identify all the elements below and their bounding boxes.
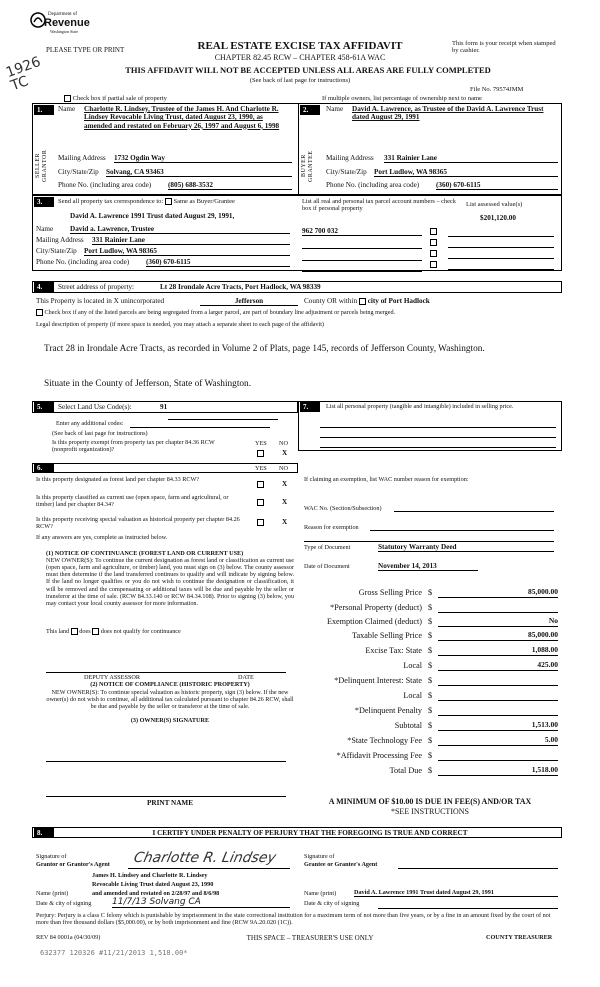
segregated-label: Check box if any of the listed parcels are being segregated from a larger parcel, are part of boundary line adjustment or parcels being merged. (44, 309, 396, 316)
segregated-row (36, 309, 566, 316)
buyer-phone-label: Phone No. (including area code) (326, 181, 420, 189)
notice-compliance-title: (2) NOTICE OF COMPLIANCE (HISTORIC PROPERTY) (90, 681, 250, 688)
grantor-name-print-label: Name (print) (36, 890, 69, 897)
grantee-date-city-label: Date & city of signing (304, 900, 360, 907)
grantee-print[interactable]: David A. Lawrence 1991 Trust dated August 29, 1991 (354, 889, 558, 897)
gross-selling-price-label: Gross Selling Price (358, 588, 422, 597)
correspondence-name[interactable]: David a. Lawrence, Trustee (70, 225, 290, 234)
total-due[interactable]: 1,518.00 (438, 766, 558, 776)
doc-type[interactable]: Statutory Warranty Deed (378, 543, 554, 552)
delinquent-interest-local[interactable] (438, 691, 558, 701)
county-or-within (304, 297, 430, 305)
total-due-label: Total Due (389, 766, 422, 775)
buyer-city[interactable]: Port Ludlow, WA 98365 (374, 168, 558, 177)
dollar-sign: $ (428, 603, 433, 612)
assessed-values-label: List assessed value(s) (466, 201, 523, 208)
section-1-number: 1. (34, 105, 54, 115)
same-as-buyer-label: Same as Buyer/Grantee (173, 198, 235, 205)
seller-side-label: SELLER GRANTOR (35, 149, 48, 183)
correspondence-phone[interactable]: (360) 670-6115 (146, 258, 290, 267)
grantor-date-city[interactable]: 11/7/13 Solvang CA (112, 897, 290, 908)
dollar-sign: $ (428, 766, 433, 775)
exempt-no-mark[interactable]: X (282, 449, 288, 457)
grantor-print-3: and amended and restated on 2/28/97 and 8/6/98 (92, 890, 220, 897)
form-revision: REV 84 0001a (04/30/09) (36, 934, 101, 941)
located-text: This Property is located in X unincorporated (36, 297, 165, 305)
city-checkbox[interactable] (359, 298, 366, 305)
delinquent-interest-state-label: *Delinquent Interest: State (334, 676, 422, 685)
dollar-sign: $ (428, 631, 433, 640)
section5-yes-header: YES (255, 440, 267, 447)
buyer-mailing-label: Mailing Address (326, 154, 374, 162)
dollar-sign: $ (428, 751, 433, 760)
seller-mailing[interactable]: 1732 Ogdin Way (114, 154, 292, 163)
section5-see-back: (See back of last page for instructions) (52, 430, 148, 437)
taxable-selling-price[interactable]: 85,000.00 (438, 631, 558, 641)
grantee-sig-label-1: Signature of (304, 853, 335, 860)
wac-label: WAC No. (Section/Subsection) (304, 505, 382, 512)
dollar-sign: $ (428, 736, 433, 745)
current-use-question: Is this property classified as current use (open space, farm and agricultural, or timber) land per chapter 84.34? (36, 494, 229, 509)
land-use-label: Select Land Use Code(s): (58, 403, 132, 411)
certify-statement: I CERTIFY UNDER PENALTY OF PERJURY THAT THE FOREGOING IS TRUE AND CORRECT (152, 829, 468, 837)
notice-continuance-body: NEW OWNER(S): To continue the current designation as forest land or classification as current use (open space, farm and agriculture, or timber) land, you must sign on (3) below. The county assessor must then determine if the land transferred continues to qualify and will indicate by signing below. If the land no longer qualifies or you do not wish to continue the designation or classification, it will be removed and the compensating or additional taxes will be due and payable by the seller or transferor at the time of sale. (RCW 84.33.140 or RCW 84.34.108). Prior to signing (3) below, you may contact your local county assessor for more information. (46, 557, 294, 607)
exemption-claimed[interactable]: No (438, 617, 558, 627)
receipt-stamp: 632377 120326 #11/21/2013 1,518.00* (40, 949, 188, 957)
dollar-sign: $ (428, 661, 433, 670)
qualify-row (46, 628, 181, 635)
correspondence-label: Send all property tax correspondence to: (58, 198, 164, 205)
does-qualify-checkbox[interactable] (71, 628, 78, 635)
same-as-buyer-checkbox[interactable] (165, 198, 172, 205)
location-row (36, 297, 164, 305)
current-use-yes-checkbox[interactable] (257, 499, 264, 506)
legal-description-label: Legal description of property (if more space is needed, you may attach a separate sheet to each page of the affidavit) (36, 321, 324, 328)
dollar-sign: $ (428, 706, 433, 715)
affidavit-processing-fee-label: *Affidavit Processing Fee (336, 751, 422, 760)
owner-signature-label: (3) OWNER(S) SIGNATURE (130, 717, 210, 724)
section-2-number: 2. (300, 105, 320, 115)
treasurer-space: THIS SPACE – TREASURER'S USE ONLY (246, 934, 374, 942)
receipt-note: This form is your receipt when stamped by cashier. (452, 40, 556, 55)
current-use-no-mark[interactable]: X (282, 498, 288, 506)
additional-codes-label: Enter any additional codes: (56, 420, 124, 427)
excise-tax-state[interactable]: 1,088.00 (438, 646, 558, 656)
parcel-accounts-label: List all real and personal tax parcel account numbers – check box if personal property (302, 198, 456, 213)
buyer-name[interactable]: David A. Lawrence, as Trustee of the David A. Lawrence Trust dated August 29, 1991 (352, 105, 544, 122)
section-3-number: 3. (34, 197, 54, 207)
grantee-name-print-label: Name (print) (304, 890, 337, 897)
grantor-sig-label-1: Signature of (36, 853, 67, 860)
form-title: REAL ESTATE EXCISE TAX AFFIDAVIT (197, 40, 403, 52)
grantor-date-city-label: Date & city of signing (36, 900, 92, 907)
gross-selling-price[interactable]: 85,000.00 (438, 588, 558, 598)
subtotal-label: Subtotal (394, 721, 422, 730)
correspondence-trust-line: David A. Lawrence 1991 Trust dated August 29, 1991, (70, 212, 235, 220)
excise-tax-state-label: Excise Tax: State (365, 646, 422, 655)
dollar-sign: $ (428, 617, 433, 626)
partial-sale-checkbox[interactable] (64, 95, 71, 102)
see-back-instructions: (See back of last page for instructions) (249, 77, 351, 84)
historic-yes-checkbox[interactable] (257, 519, 264, 526)
does-label: does (79, 628, 91, 635)
forest-yes-checkbox[interactable] (257, 481, 264, 488)
margin-note: 1926 TC (3, 53, 43, 95)
buyer-mailing[interactable]: 331 Rainier Lane (384, 154, 558, 163)
segregated-checkbox[interactable] (36, 309, 43, 316)
street-address-label: Street address of property: (58, 283, 135, 291)
doc-date-label: Date of Document (304, 563, 350, 570)
grantor-sig-label-2: Grantor or Grantor's Agent (36, 861, 110, 868)
please-type: PLEASE TYPE OR PRINT (46, 46, 125, 54)
deputy-date-label: DATE (238, 674, 254, 681)
affidavit-processing-fee[interactable] (438, 751, 558, 761)
section-5-number: 5. (34, 402, 54, 412)
logo-line-3: Washington State (50, 29, 79, 34)
logo-line-1: Department of (48, 12, 78, 17)
doc-date[interactable]: November 14, 2013 (378, 562, 478, 571)
buyer-side-label: BUYER GRANTEE (301, 150, 314, 182)
personal-property-checkbox-3[interactable] (430, 250, 437, 257)
section5-no-header: NO (279, 440, 288, 447)
historic-question: Is this property receiving special valuation as historical property per chapter 84.26 RCW? (36, 516, 240, 531)
correspondence-row (58, 198, 235, 205)
parcel-account-1[interactable]: 962 700 032 (302, 227, 422, 236)
correspondence-mailing-label: Mailing Address (36, 236, 84, 244)
form-warning: THIS AFFIDAVIT WILL NOT BE ACCEPTED UNLESS ALL AREAS ARE FULLY COMPLETED (125, 65, 491, 75)
dollar-sign: $ (428, 588, 433, 597)
minimum-fee-notice: A MINIMUM OF $10.00 IS DUE IN FEE(S) AND/OR TAX (328, 797, 532, 806)
subtotal[interactable]: 1,513.00 (438, 721, 558, 731)
excise-tax-local[interactable]: 425.00 (438, 661, 558, 671)
dollar-sign: $ (428, 721, 433, 730)
print-name-label: PRINT NAME (147, 799, 193, 807)
personal-property-checkbox-1[interactable] (430, 228, 437, 235)
form-chapter: CHAPTER 82.45 RCW – CHAPTER 458-61A WAC (214, 53, 386, 62)
dollar-sign: $ (428, 676, 433, 685)
seller-city[interactable]: Solvang, CA 93463 (106, 168, 292, 177)
street-address[interactable]: Lt 28 Irondale Acre Tracts, Port Hadlock, WA 98339 (160, 283, 321, 291)
buyer-phone[interactable]: (360) 670-6115 (436, 181, 558, 190)
section-6-number: 6. (34, 463, 54, 473)
section-8-number: 8. (34, 828, 54, 838)
buyer-city-label: City/State/Zip (326, 168, 367, 176)
grantor-print-2: Revocable Living Trust dated August 23, 1990 (92, 881, 214, 888)
multiple-owners-note: If multiple owners, list percentage of ownership next to name (322, 95, 482, 102)
partial-sale-label: Check box if partial sale of property (72, 95, 167, 102)
forest-no-mark[interactable]: X (282, 480, 288, 488)
perjury-notice: Perjury: Perjury is a class C felony which is punishable by imprisonment in the state correctional institution for a maximum term of not more than five years, or by a fine in an amount fixed by the court of not more than five thousand dollars ($5,000.00), or by both imprisonment and fine (RCW 9A.20.020 (1C)). (36, 912, 551, 927)
seller-phone[interactable]: (805) 688-3532 (168, 181, 292, 190)
correspondence-city[interactable]: Port Ludlow, WA 98365 (84, 247, 290, 256)
does-not-label: does not qualify for continuance (100, 628, 181, 635)
correspondence-city-label: City/State/Zip (36, 247, 77, 255)
see-instructions-note: *SEE INSTRUCTIONS (390, 807, 469, 816)
state-technology-fee-label: *State Technology Fee (347, 736, 422, 745)
delinquent-interest-state[interactable] (438, 676, 558, 686)
grantor-print-1: James H. Lindsey and Charlotte R. Lindsey (92, 872, 208, 879)
exemption-claimed-label: Exemption Claimed (deduct) (326, 617, 422, 626)
dollar-sign: $ (428, 691, 433, 700)
partial-sale-row (64, 95, 167, 102)
seller-phone-label: Phone No. (including area code) (58, 181, 152, 189)
assessed-value: $201,120.00 (480, 214, 516, 222)
county-or-label: County OR within (304, 297, 358, 305)
personal-property-checkbox-4[interactable] (430, 261, 437, 268)
land-use-code[interactable]: 91 (160, 403, 168, 411)
legal-description-1[interactable]: Tract 28 in Irondale Acre Tracts, as recorded in Volume 2 of Plats, page 145, records of Jefferson County, Washington. (44, 344, 485, 354)
historic-no-mark[interactable]: X (282, 518, 288, 526)
legal-description-2[interactable]: Situate in the County of Jefferson, State of Washington. (44, 379, 252, 389)
correspondence-name-label: Name (36, 225, 54, 233)
section-7-number: 7. (300, 402, 320, 412)
state-technology-fee[interactable]: 5.00 (438, 736, 558, 746)
correspondence-phone-label: Phone No. (including area code) (36, 258, 130, 266)
notice-compliance-body: NEW OWNER(S): To continue special valuation as historic property, sign (3) below. If the new owner(s) do not wish to continue, all additional tax calculated pursuant to chapter 84.26 RCW, shall be due and payable by the seller or transferor at the time of sale. (46, 689, 294, 711)
reason-label: Reason for exemption (304, 524, 359, 531)
city-of-label: city of Port Hadlock (367, 297, 430, 305)
exempt-question: Is this property exempt from property tax per chapter 84.36 RCW (nonprofit organization)? (52, 439, 215, 454)
dor-logo (30, 12, 90, 40)
notice-continuance-title: (1) NOTICE OF CONTINUANCE (FOREST LAND OR CURRENT USE) (46, 550, 244, 557)
delinquent-penalty[interactable] (438, 706, 558, 716)
seller-name-label: Name (58, 105, 76, 113)
grantor-signature[interactable]: Charlotte R. Lindsey (132, 850, 278, 866)
buyer-name-label: Name (326, 105, 344, 113)
if-yes-note: If any answers are yes, complete as instructed below. (36, 534, 168, 541)
section6-no-header: NO (279, 465, 288, 472)
seller-name[interactable]: Charlotte R. Lindsey, Trustee of the James H. And Charlotte R. Lindsey Revocable Living Trust, dated August 23, 1990, as amended and restated on February 26, 1997 and August 6, 1998 (84, 105, 280, 130)
county-treasurer-label: COUNTY TREASURER (486, 934, 553, 941)
delinquent-interest-local-label: Local (403, 691, 422, 700)
personal-property-deduct-label: *Personal Property (deduct) (330, 603, 422, 612)
personal-property-label: List all personal property (tangible and intangible) included in selling price. (326, 403, 514, 410)
seller-mailing-label: Mailing Address (58, 154, 106, 162)
dollar-sign: $ (428, 646, 433, 655)
exemption-label: If claiming an exemption, list WAC number reason for exemption: (304, 476, 469, 483)
personal-property-checkbox-2[interactable] (430, 239, 437, 246)
personal-property-deduct[interactable] (438, 603, 558, 613)
deputy-assessor-label: DEPUTY ASSESSOR (84, 674, 140, 681)
file-number: File No. 79574JMM (470, 86, 524, 93)
section-4-number: 4. (34, 282, 54, 292)
exempt-yes-checkbox[interactable] (257, 450, 264, 457)
correspondence-mailing[interactable]: 331 Rainier Lane (92, 236, 290, 245)
forest-question: Is this property designated as forest land per chapter 84.33 RCW? (36, 476, 200, 483)
this-land-label: This land (46, 628, 70, 635)
taxable-selling-price-label: Taxable Selling Price (352, 631, 422, 640)
county-name[interactable]: Jefferson (200, 297, 298, 306)
section6-yes-header: YES (255, 465, 267, 472)
grantee-sig-label-2: Grantee or Grantee's Agent (304, 861, 378, 868)
does-not-qualify-checkbox[interactable] (92, 628, 99, 635)
logo-line-2: Revenue (44, 17, 90, 29)
doc-type-label: Type of Document (304, 544, 351, 551)
excise-tax-local-label: Local (403, 661, 422, 670)
seller-city-label: City/State/Zip (58, 168, 99, 176)
delinquent-penalty-label: *Delinquent Penalty (354, 706, 422, 715)
